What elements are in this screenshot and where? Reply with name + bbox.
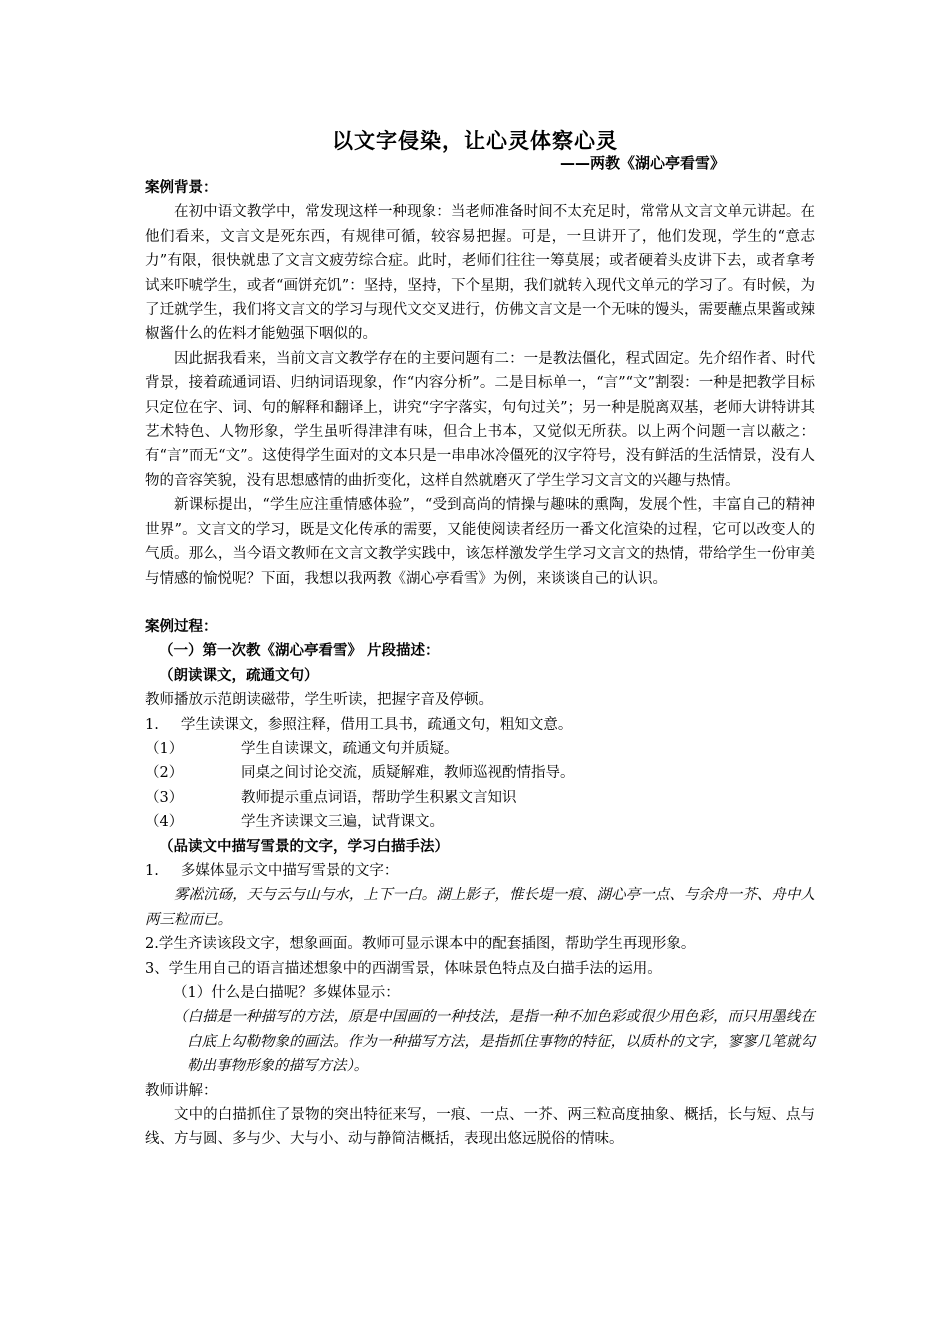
document-title: 以文字侵染，让心灵体察心灵 — [332, 129, 618, 153]
background-heading: 案例背景： — [145, 180, 218, 196]
sub-item-text: 学生自读课文，疏通文句并质疑。 — [241, 740, 459, 757]
item-text: 学生读课文，参照注释，借用工具书，疏通文句，粗知文意。 — [180, 716, 573, 733]
document-subtitle: ——两教《湖心亭看雪》 — [560, 154, 726, 172]
sub-item-number: （4） — [145, 814, 184, 831]
background-paragraph-1: 在初中语文教学中，常发现这样一种现象：当老师准备时间不太充足时，常常从文言文单元讲起。在他们看来，文言文是死东西，有规律可循，较容易把握。可是，一旦讲开了，他们发现，学生的“意志力”有限，很快就患了文言文疲劳综合症。此时，老师们往往一筹莫展；或者硬着头皮讲下去，或者拿考试来吓唬学生，或者“画饼充饥”：坚持，坚持，下个星期，我们就转入现代文单元的学习了。有时候，为了迁就学生，我们将文言文的学习与现代文交叉进行，仿佛文言文是一个无味的馒头，需要蘸点果酱或辣椒酱什么的佐料才能勉强下咽似的。 — [145, 204, 815, 343]
section2-heading: （品读文中描写雪景的文字，学习白描手法） — [159, 838, 449, 855]
background-paragraph-3: 新课标提出，“学生应注重情感体验”，“受到高尚的情操与趣味的熏陶，发展个性，丰富自己的精神世界”。文言文的学习，既是文化传承的需要，又能使阅读者经历一番文化渲染的过程，它可以改变人的气质。那么，当今语文教师在文言文教学实践中，该怎样激发学生学习文言文的热情，带给学生一份审美与情感的愉悦呢？下面，我想以我两教《湖心亭看雪》为例，来谈谈自己的认识。 — [145, 497, 815, 587]
sub-item — [145, 810, 815, 834]
baimiao-definition: （白描是一种描写的方法，原是中国画的一种技法，是指一种不加色彩或很少用色彩，而只用墨线在白底上勾勒物象的画法。作为一种描写方法，是指抓住事物的特征，以质朴的文字，寥寥几笔就勾勒出事物形象的描写方法）。 — [173, 1009, 815, 1075]
process-heading: 案例过程： — [145, 618, 218, 635]
snow-quote: 雾凇沆砀，天与云与山与水，上下一白。湖上影子，惟长堤一痕、湖心亭一点、与余舟一芥、舟中人两三粒而已。 — [145, 887, 815, 928]
sub-item-number: （3） — [145, 789, 184, 806]
sub-item — [145, 737, 815, 761]
section2-item-2: 2.学生齐读该段文字，想象画面。教师可显示课本中的配套插图，帮助学生再现形象。 — [145, 936, 696, 953]
teacher-label: 教师讲解： — [145, 1082, 218, 1099]
sub-item — [145, 761, 815, 785]
sub-item-number: （1） — [145, 740, 184, 757]
document-body — [145, 176, 815, 1152]
section1-heading: （朗读课文，疏通文句） — [159, 667, 319, 684]
spacer — [145, 591, 815, 615]
section2-item-1 — [145, 859, 815, 883]
baimiao-question: （1）什么是白描呢？多媒体显示： — [173, 985, 400, 1001]
sub-item-number: （2） — [145, 765, 184, 782]
item-number: 1. — [145, 862, 159, 879]
part1-heading: （一）第一次教《湖心亭看雪》 片段描述： — [159, 643, 440, 660]
sub-item — [145, 786, 815, 810]
sub-item-text: 同桌之间讨论交流，质疑解难，教师巡视酌情指导。 — [241, 765, 575, 782]
item-text: 多媒体显示文中描写雪景的文字： — [180, 862, 399, 879]
section1-item-1 — [145, 713, 815, 737]
background-paragraph-2: 因此据我看来，当前文言文教学存在的主要问题有二：一是教法僵化，程式固定。先介绍作者、时代背景，接着疏通词语、归纳词语现象，作“内容分析”。二是目标单一，“言”“文”割裂：一种是把教学目标只定位在字、词、句的解释和翻译上，讲究“字字落实，句句过关”；另一种是脱离双基，老师大讲特讲其艺术特色、人物形象，学生虽听得津津有味，但合上书本，又觉似无所获。以上两个问题一言以蔽之：有“言”而无“文”。这使得学生面对的文本只是一串串冰冷僵死的汉字符号，没有鲜活的生活情景，没有人物的音容笑貌，没有思想感情的曲折变化，这样自然就磨灭了学生学习文言文的兴趣与热情。 — [145, 350, 815, 489]
sub-item-text: 教师提示重点词语，帮助学生积累文言知识 — [241, 789, 517, 806]
section1-intro: 教师播放示范朗读磁带，学生听读，把握字音及停顿。 — [145, 692, 493, 709]
teacher-explanation: 文中的白描抓住了景物的突出特征来写，一痕、一点、一芥、两三粒高度抽象、概括，长与短、点与线、方与圆、多与少、大与小、动与静简洁概括，表现出悠远脱俗的情味。 — [145, 1107, 815, 1148]
item-number: 1. — [145, 716, 159, 733]
section2-item-3: 3、学生用自己的语言描述想象中的西湖雪景，体味景色特点及白描手法的运用。 — [145, 960, 662, 977]
sub-item-text: 学生齐读课文三遍，试背课文。 — [241, 814, 444, 831]
